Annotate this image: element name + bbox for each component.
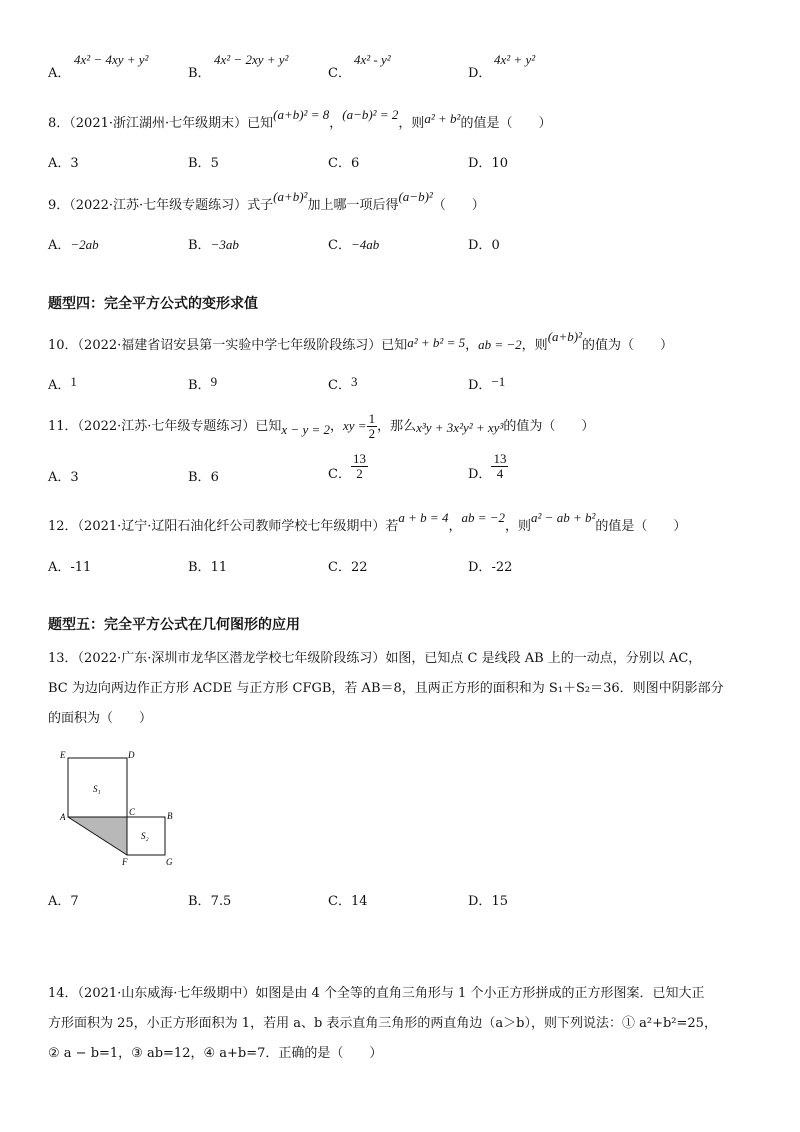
q8-mid: ，则 — [398, 116, 425, 131]
q11-option-c: C． $\frac{13}{2}$ — [328, 451, 366, 482]
q7-option-c-expr: 4x² - y² — [354, 52, 391, 67]
q10-stem — [48, 329, 674, 353]
q13-line3: 的面积为（ ） — [48, 711, 153, 726]
q11-comma: ， — [330, 419, 344, 434]
q7-option-a-label: A． — [48, 66, 71, 81]
q9-stem — [48, 189, 485, 213]
q7-option-b-label: B． — [188, 66, 211, 81]
q9-expr2: (a−b)² — [398, 189, 433, 204]
q8-option-c: C．6 — [328, 156, 360, 171]
q11-cond2-lhs: xy = — [343, 418, 367, 433]
q12-option-d: D．-22 — [468, 560, 513, 575]
q8-cond1: (a+b)² = 8 — [273, 107, 330, 122]
q12-option-b: B．11 — [188, 560, 228, 575]
q10-cond1: a² + b² = 5 — [407, 335, 466, 350]
q9-option-c: C．−4ab — [328, 237, 380, 253]
q7-option-a-expr: 4x² − 4xy + y² — [74, 52, 149, 67]
q10-option-a: A．1 — [48, 374, 77, 393]
q11-option-b: B．6 — [188, 470, 219, 485]
q7-option-d-label: D． — [468, 66, 492, 81]
q10-option-b: B．9 — [188, 374, 218, 393]
q14-line1: 14．（2021·山东威海·七年级期中）如图是由 4 个全等的直角三角形与 1 个小正方形拼成的正方形图案．已知大正 — [48, 986, 705, 1001]
q7-option-c-label: C． — [328, 66, 351, 81]
q10-suffix: 的值为（ ） — [582, 338, 674, 353]
q9-expr1: (a+b)² — [273, 189, 308, 204]
q12-target: a² − ab + b² — [531, 510, 596, 525]
q9-suffix: （ ） — [432, 198, 485, 213]
q12-cond1: a + b = 4 — [398, 510, 449, 525]
q11-option-a: A．3 — [48, 470, 79, 485]
q14-line3: ② a − b=1，③ ab=12，④ a+b=7．正确的是（ ） — [48, 1046, 383, 1061]
figure-label-a: A — [60, 812, 66, 822]
figure-label-f: F — [122, 857, 128, 867]
q12-stem — [48, 510, 687, 534]
q14-line2: 方形面积为 25，小正方形面积为 1，若用 a、b 表示直角三角形的两直角边（a＞b），则下列说法：① a²+b²=25， — [48, 1016, 717, 1031]
q11-target: x³y + 3x²y² + xy³ — [416, 420, 504, 435]
figure-label-c: C — [129, 807, 136, 817]
q7-option-b-expr: 4x² − 2xy + y² — [214, 52, 289, 67]
q8-suffix: 的值是（ ） — [460, 116, 552, 131]
q13-option-d: D．15 — [468, 894, 508, 909]
q11-option-d: D． $\frac{13}{4}$ — [468, 451, 507, 482]
q12-option-a: A．-11 — [48, 560, 92, 575]
q7-option-d-expr: 4x² + y² — [494, 52, 536, 67]
q10-target: (a+b)² — [547, 329, 583, 344]
q8-target: a² + b² — [424, 111, 461, 126]
q9-option-b: B．−3ab — [188, 237, 239, 253]
q8-comma: ， — [329, 116, 343, 131]
q12-option-c: C．22 — [328, 560, 368, 575]
q12-prefix: 12．（2021·辽宁·辽阳石油化纤公司教师学校七年级期中）若 — [48, 519, 399, 534]
q13-option-c: C．14 — [328, 894, 368, 909]
figure-label-s1: S₁ — [93, 784, 101, 794]
q13-line2: BC 为边向两边作正方形 ACDE 与正方形 CFGB，若 AB＝8，且两正方形的面积和为 S₁＋S₂＝36．则图中阴影部分 — [48, 681, 724, 696]
q11-cond1: x − y = 2 — [281, 422, 330, 437]
q10-comma: ， — [465, 338, 479, 353]
q13-figure — [55, 748, 185, 870]
q12-cond2: ab = −2 — [461, 510, 506, 525]
q12-comma: ， — [448, 519, 462, 534]
q9-prefix: 9．（2022·江苏·七年级专题练习）式子 — [48, 198, 274, 213]
figure-label-b: B — [167, 811, 173, 821]
q13-line1: 13．（2022·广东·深圳市龙华区潜龙学校七年级阶段练习）如图，已知点 C 是线段 AB 上的一动点，分别以 AC， — [48, 651, 702, 666]
figure-label-s2: S₂ — [141, 831, 149, 841]
q11-prefix: 11．（2022·江苏·七年级专题练习）已知 — [48, 419, 282, 434]
q12-mid: ，则 — [505, 519, 532, 534]
q13-option-b: B．7.5 — [188, 894, 232, 909]
q11-mid: ，那么 — [377, 419, 417, 434]
q8-prefix: 8．（2021·浙江湖州·七年级期末）已知 — [48, 116, 274, 131]
q11-stem — [48, 412, 594, 441]
section5-title: 题型五：完全平方公式在几何图形的应用 — [48, 617, 300, 633]
q8-option-a: A．3 — [48, 156, 79, 171]
q10-mid: ，则 — [521, 338, 548, 353]
figure-label-g: G — [166, 857, 173, 867]
q9-option-d: D．0 — [468, 238, 500, 253]
figure-label-e: E — [60, 750, 66, 760]
q9-option-a: A．−2ab — [48, 237, 99, 253]
q11-cond2-fraction: $\frac{1}{2}$ — [368, 411, 376, 441]
q11-suffix: 的值为（ ） — [503, 419, 595, 434]
section4-title: 题型四：完全平方公式的变形求值 — [48, 296, 258, 312]
q10-option-c: C．3 — [328, 374, 358, 393]
q12-suffix: 的值是（ ） — [595, 519, 687, 534]
q8-option-b: B．5 — [188, 156, 219, 171]
q8-stem — [48, 107, 552, 131]
q10-cond2: ab = −2 — [478, 337, 522, 352]
figure-label-d: D — [128, 750, 135, 760]
q10-option-d: D．−1 — [468, 374, 506, 393]
q13-option-a: A．7 — [48, 894, 79, 909]
q8-option-d: D．10 — [468, 156, 508, 171]
q8-cond2: (a−b)² = 2 — [342, 107, 399, 122]
q10-prefix: 10．（2022·福建省诏安县第一实验中学七年级阶段练习）已知 — [48, 338, 408, 353]
q9-mid: 加上哪一项后得 — [307, 198, 399, 213]
